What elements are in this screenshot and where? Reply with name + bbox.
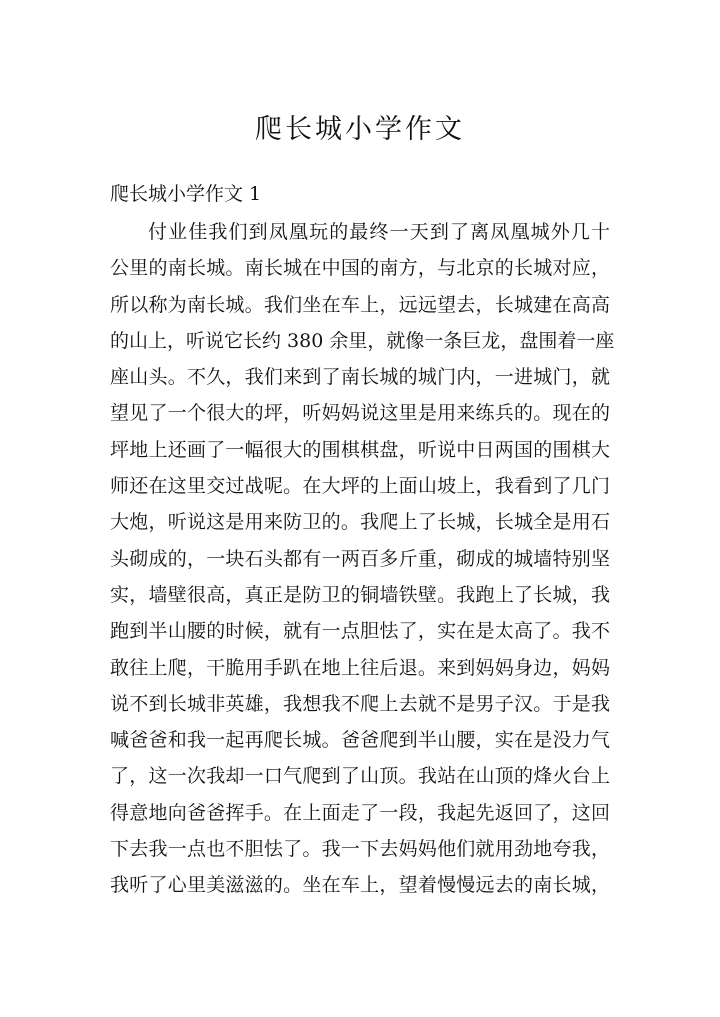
text-line: 了，这一次我却一口气爬到了山顶。我站在山顶的烽火台上 xyxy=(110,765,610,788)
text-line: 说不到长城非英雄，我想我不爬上去就不是男子汉。于是我 xyxy=(110,692,610,715)
text-line: 头砌成的，一块石头都有一两百多斤重，砌成的城墙特别坚 xyxy=(110,547,610,570)
text-line: 师还在这里交过战呢。在大坪的上面山坡上，我看到了几门 xyxy=(110,475,610,498)
text-line: 付业佳我们到凤凰玩的最终一天到了离凤凰城外几十 xyxy=(148,221,610,243)
text-line: 望见了一个很大的坪，听妈妈说这里是用来练兵的。现在的 xyxy=(110,402,610,425)
text-line: 公里的南长城。南长城在中国的南方，与北京的长城对应， xyxy=(110,257,610,280)
text-line: 大炮，听说这是用来防卫的。我爬上了长城，长城全是用石 xyxy=(110,511,610,534)
text-line: 下去我一点也不胆怯了。我一下去妈妈他们就用劲地夸我， xyxy=(110,838,610,861)
section-heading: 爬长城小学作文 1 xyxy=(110,183,262,205)
text-line: 跑到半山腰的时候，就有一点胆怯了，实在是太高了。我不 xyxy=(110,620,610,643)
essay-paragraph xyxy=(110,214,615,904)
text-line: 坪地上还画了一幅很大的围棋棋盘，听说中日两国的围棋大 xyxy=(110,438,610,461)
text-line: 得意地向爸爸挥手。在上面走了一段，我起先返回了，这回 xyxy=(110,801,610,824)
text-line: 所以称为南长城。我们坐在车上，远远望去，长城建在高高 xyxy=(110,293,610,316)
text-line: 座山头。不久，我们来到了南长城的城门内，一进城门，就 xyxy=(110,366,610,389)
text-line: 实，墙壁很高，真正是防卫的铜墙铁壁。我跑上了长城，我 xyxy=(110,583,610,606)
text-line: 敢往上爬，干脆用手趴在地上往后退。来到妈妈身边，妈妈 xyxy=(110,656,610,679)
text-line: 我听了心里美滋滋的。坐在车上，望着慢慢远去的南长城， xyxy=(110,874,610,897)
document-title: 爬长城小学作文 xyxy=(255,114,465,145)
text-line: 的山上，听说它长约 380 余里，就像一条巨龙，盘围着一座 xyxy=(110,329,615,352)
text-line: 喊爸爸和我一起再爬长城。爸爸爬到半山腰，实在是没力气 xyxy=(110,729,610,752)
